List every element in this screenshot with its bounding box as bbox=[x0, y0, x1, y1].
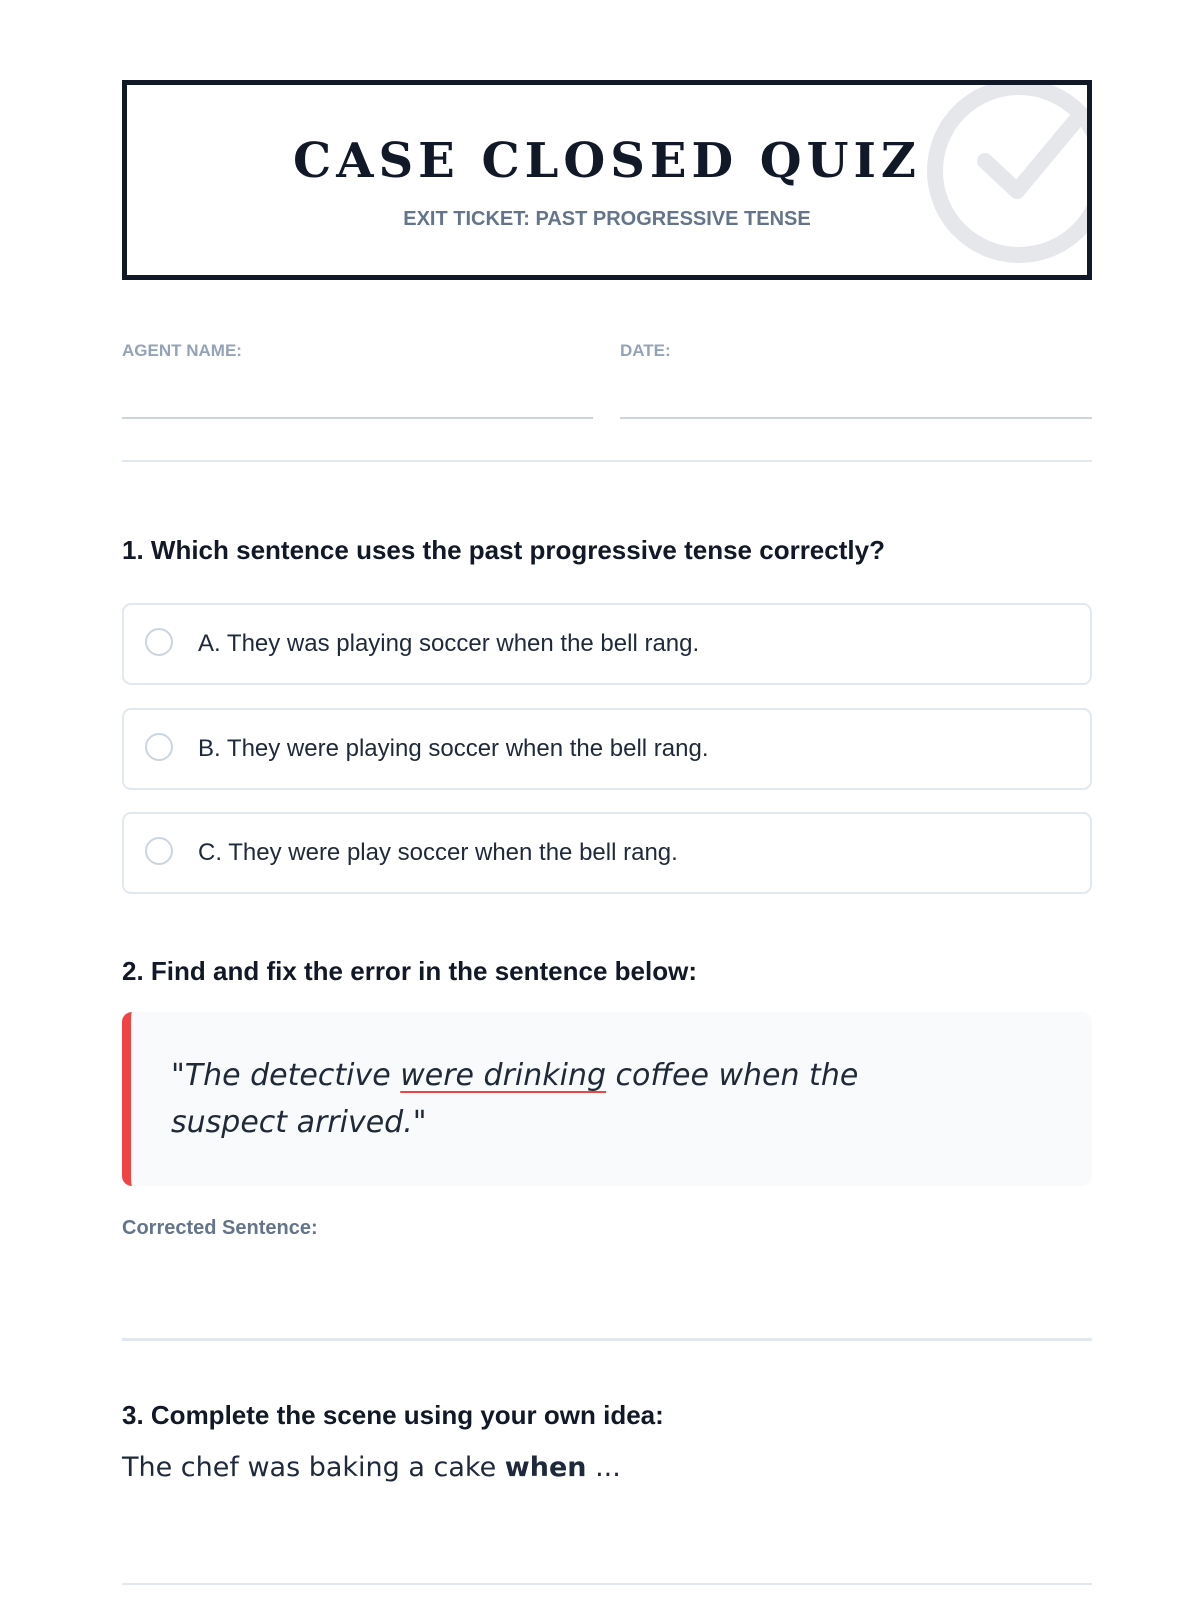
story-starter-text: The chef was baking a cake bbox=[122, 1452, 505, 1483]
worksheet bbox=[122, 80, 1092, 1483]
agent-name-label: AGENT NAME: bbox=[122, 341, 242, 360]
radio-button-icon[interactable] bbox=[145, 837, 173, 865]
option-c-text: C. They were play soccer when the bell rang. bbox=[198, 839, 678, 866]
question-1-option-b[interactable] bbox=[122, 708, 1092, 790]
story-answer-line[interactable] bbox=[122, 1583, 1092, 1585]
story-starter bbox=[122, 1452, 621, 1483]
student-info-row bbox=[122, 280, 1092, 480]
date-line[interactable] bbox=[620, 417, 1092, 419]
quiz-subtitle: EXIT TICKET: PAST PROGRESSIVE TENSE bbox=[403, 208, 811, 230]
quiz-title: CASE CLOSED QUIZ bbox=[293, 133, 921, 189]
error-sentence bbox=[171, 1052, 962, 1146]
question-1-prompt: 1. Which sentence uses the past progressive tense correctly? bbox=[122, 535, 885, 565]
error-phrase: were drinking bbox=[400, 1058, 607, 1093]
question-3-prompt: 3. Complete the scene using your own idea: bbox=[122, 1400, 664, 1430]
option-a-text: A. They was playing soccer when the bell rang. bbox=[198, 630, 700, 657]
sentence-after-error: coffee when the suspect arrived." bbox=[171, 1058, 859, 1140]
question-2-prompt: 2. Find and fix the error in the sentence below: bbox=[122, 956, 697, 986]
sentence-before-error: "The detective bbox=[171, 1058, 401, 1093]
error-sentence-box bbox=[122, 1012, 1092, 1186]
corrected-sentence-label: Corrected Sentence: bbox=[122, 1217, 318, 1239]
corrected-sentence-answer-line[interactable] bbox=[122, 1338, 1092, 1341]
section-divider bbox=[122, 460, 1092, 462]
radio-button-icon[interactable] bbox=[145, 733, 173, 761]
title-banner bbox=[122, 80, 1092, 280]
question-1-option-a[interactable] bbox=[122, 603, 1092, 685]
radio-button-icon[interactable] bbox=[145, 628, 173, 656]
question-1-option-c[interactable] bbox=[122, 812, 1092, 894]
agent-name-line[interactable] bbox=[122, 417, 593, 419]
option-b-text: B. They were playing soccer when the bell rang. bbox=[198, 735, 709, 762]
date-label: DATE: bbox=[620, 341, 671, 360]
story-starter-ellipsis: ... bbox=[586, 1452, 621, 1483]
story-starter-keyword: when bbox=[504, 1452, 587, 1483]
